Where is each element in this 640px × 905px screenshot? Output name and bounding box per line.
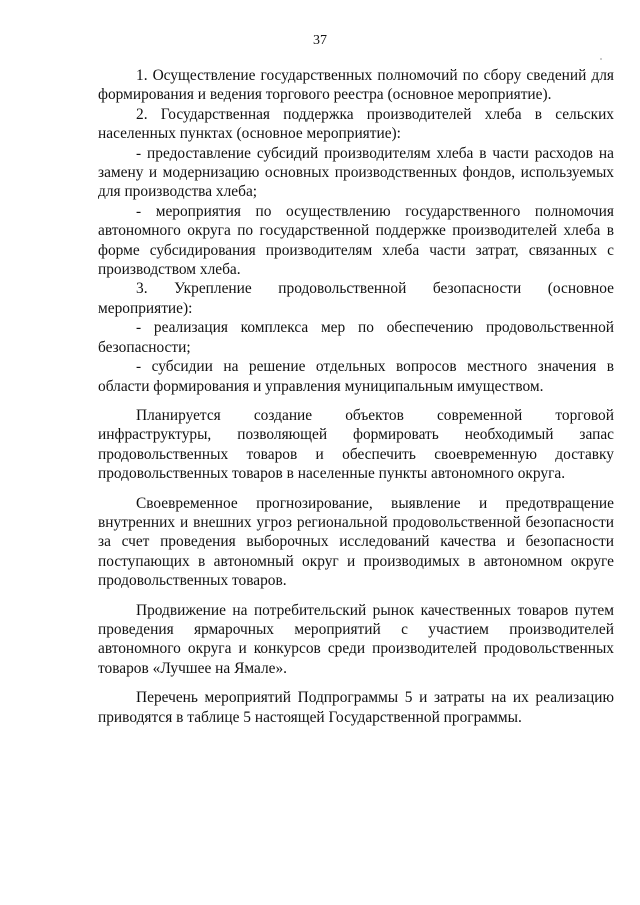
paragraph-subitem-bread-authority: - мероприятия по осуществлению государственного полномочия автономного округа по государственной поддержке производителей хлеба в форме субсидирования производителям хлеба части затрат, связанных с производством хлеба. bbox=[98, 202, 614, 279]
document-body bbox=[98, 66, 614, 727]
paragraph-item-2: 2. Государственная поддержка производителей хлеба в сельских населенных пунктах (основное мероприятие): bbox=[98, 105, 614, 143]
paragraph-subitem-food-security: - реализация комплекса мер по обеспечению продовольственной безопасности; bbox=[98, 319, 614, 356]
paragraph-forecasting: Своевременное прогнозирование, выявление и предотвращение внутренних и внешних угроз региональной продовольственной безопасности за счет проведения выборочных исследований качества и безопасности поступающих в автономный округ и производимых в автономном округе продовольственных товаров. bbox=[98, 494, 614, 590]
paragraph-subitem-bread-subsidies: - предоставление субсидий производителям хлеба в части расходов на замену и модернизацию основных производственных фондов, используемых для производства хлеба; bbox=[98, 144, 614, 201]
paragraph-infrastructure: Планируется создание объектов современной торговой инфраструктуры, позволяющей формировать необходимый запас продовольственных товаров и обеспечить своевременную доставку продовольственных товаров в населенные пункты автономного округа. bbox=[98, 406, 614, 483]
paragraph-promotion: Продвижение на потребительский рынок качественных товаров путем проведения ярмарочных мероприятий с участием производителей автономного округа и конкурсов среди производителей продовольственных товаров «Лучшее на Ямале». bbox=[98, 601, 614, 677]
paragraph-item-3: 3. Укрепление продовольственной безопасности (основное мероприятие): bbox=[98, 280, 614, 317]
page-number: 37 bbox=[313, 33, 327, 48]
scan-speck bbox=[600, 58, 602, 60]
paragraph-subitem-municipal-subsidies: - субсидии на решение отдельных вопросов местного значения в области формирования и управления муниципальным имуществом. bbox=[98, 358, 614, 395]
paragraph-item-1: 1. Осуществление государственных полномочий по сбору сведений для формирования и ведения торгового реестра (основное мероприятие). bbox=[98, 67, 614, 104]
paragraph-table-reference: Перечень мероприятий Подпрограммы 5 и затраты на их реализацию приводятся в таблице 5 настоящей Государственной программы. bbox=[98, 689, 614, 726]
